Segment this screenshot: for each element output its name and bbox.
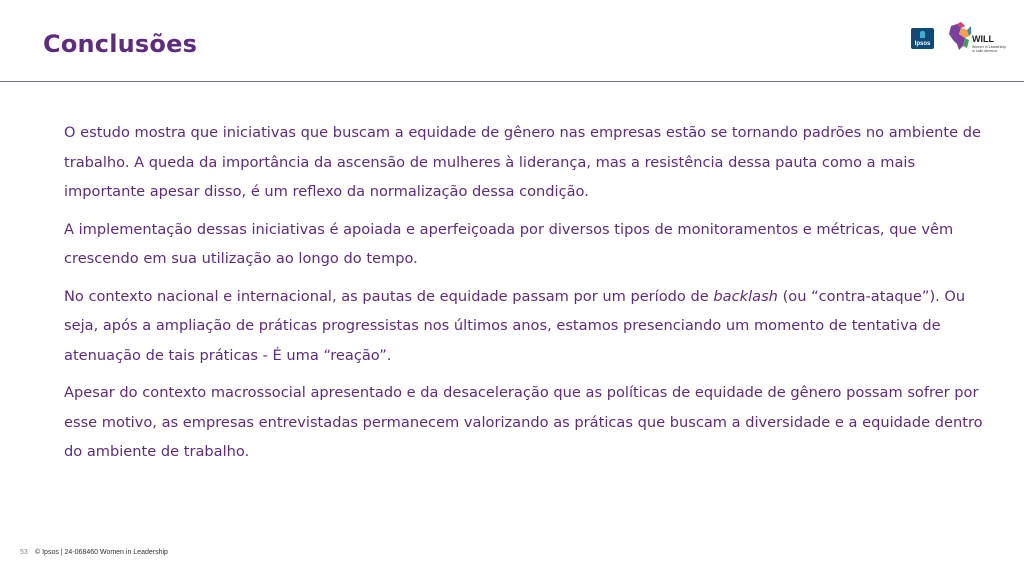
paragraph-3-end: (ou “contra-ataque”). Ou seja, após a ampliação de práticas progressistas nos últimos anos, estamos presenciando um momento de tentativa de atenuação de tais práticas - É uma “reação”. — [64, 287, 966, 364]
will-logo-text: WILL — [972, 34, 994, 44]
conclusions-body — [64, 118, 984, 475]
paragraph-1: O estudo mostra que iniciativas que buscam a equidade de gênero nas empresas estão se tornando padrões no ambiente de trabalho. A queda da importância da ascensão de mulheres à liderança, mas a resistência dessa pauta como a mais importante apesar disso, é um reflexo da normalização dessa condição. — [64, 124, 981, 200]
footer-copyright: © Ipsos | 24-068460 Women in Leadership — [35, 549, 168, 556]
paragraph-4: Apesar do contexto macrossocial apresentado e da desaceleração que as políticas de equidade de gênero possam sofrer por esse motivo, as empresas entrevistadas permanecem valorizando as práticas que buscam a diversidade e a equidade dentro do ambiente de trabalho. — [64, 384, 983, 460]
ipsos-logo-mark — [920, 31, 925, 38]
paragraph-2: A implementação dessas iniciativas é apoiada e aperfeiçoada por diversos tipos de monitoramentos e métricas, que vêm crescendo em sua utilização ao longo do tempo. — [64, 220, 954, 267]
paragraph-3 — [64, 282, 984, 371]
ipsos-logo-text: Ipsos — [914, 41, 931, 47]
paragraph-3-start: No contexto nacional e internacional, as pautas de equidade passam por um período de — [64, 287, 714, 305]
page-title: Conclusões — [43, 30, 198, 58]
will-logo-tagline: Women in Leadership in Latin America — [972, 45, 1006, 53]
ipsos-logo — [911, 28, 934, 49]
backlash-term: backlash — [713, 287, 778, 305]
header-divider — [0, 81, 1024, 82]
page-number: 53 — [20, 549, 28, 556]
